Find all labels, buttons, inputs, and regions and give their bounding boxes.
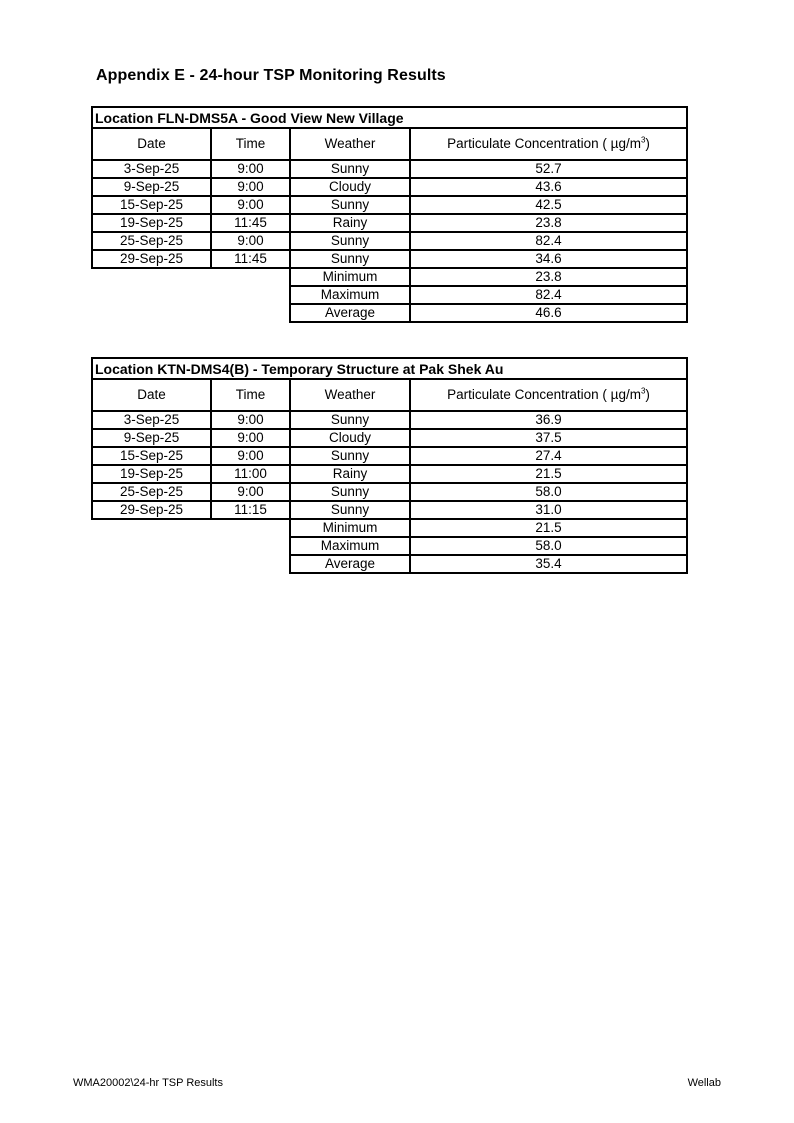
tsp-results-table-ktn-dms4b: [91, 357, 688, 574]
date-cell: 25-Sep-25: [92, 232, 211, 250]
table-row: [92, 214, 687, 232]
weather-column-header: Weather: [290, 379, 410, 411]
location-title: Location FLN-DMS5A - Good View New Village: [92, 107, 687, 128]
time-column-header: Time: [211, 379, 290, 411]
table-row: [92, 411, 687, 429]
time-cell: 9:00: [211, 232, 290, 250]
time-cell: 9:00: [211, 411, 290, 429]
table-row: [92, 250, 687, 268]
stat-label: Maximum: [290, 286, 410, 304]
table-header-row: [92, 128, 687, 160]
time-cell: 11:00: [211, 465, 290, 483]
time-cell: 9:00: [211, 447, 290, 465]
stat-value: 23.8: [410, 268, 687, 286]
concentration-cell: 52.7: [410, 160, 687, 178]
table-row: [92, 196, 687, 214]
average-row: [92, 304, 687, 322]
date-cell: 3-Sep-25: [92, 160, 211, 178]
date-cell: 15-Sep-25: [92, 196, 211, 214]
table-row: [92, 447, 687, 465]
time-cell: 11:45: [211, 214, 290, 232]
date-cell: 9-Sep-25: [92, 429, 211, 447]
date-cell: 19-Sep-25: [92, 465, 211, 483]
stat-label: Minimum: [290, 519, 410, 537]
weather-cell: Sunny: [290, 232, 410, 250]
date-cell: 15-Sep-25: [92, 447, 211, 465]
time-cell: 9:00: [211, 178, 290, 196]
concentration-cell: 37.5: [410, 429, 687, 447]
blank-cell: [92, 537, 290, 555]
stat-label: Minimum: [290, 268, 410, 286]
table-row: [92, 178, 687, 196]
concentration-cell: 43.6: [410, 178, 687, 196]
blank-cell: [92, 286, 290, 304]
stat-value: 82.4: [410, 286, 687, 304]
footer-file-path: WMA20002\24-hr TSP Results: [73, 1077, 223, 1089]
date-cell: 29-Sep-25: [92, 501, 211, 519]
blank-cell: [92, 304, 290, 322]
stat-value: 58.0: [410, 537, 687, 555]
concentration-cell: 27.4: [410, 447, 687, 465]
weather-cell: Sunny: [290, 447, 410, 465]
weather-cell: Sunny: [290, 501, 410, 519]
date-column-header: Date: [92, 379, 211, 411]
table-row: [92, 483, 687, 501]
concentration-column-header: Particulate Concentration ( $\mu g/m^3$): [410, 379, 687, 411]
weather-cell: Cloudy: [290, 178, 410, 196]
minimum-row: [92, 519, 687, 537]
stat-label: Average: [290, 555, 410, 573]
time-cell: 9:00: [211, 483, 290, 501]
time-cell: 11:45: [211, 250, 290, 268]
time-cell: 9:00: [211, 429, 290, 447]
time-cell: 9:00: [211, 160, 290, 178]
page-title: Appendix E - 24-hour TSP Monitoring Results: [96, 67, 446, 84]
table-row: [92, 232, 687, 250]
location-title: Location KTN-DMS4(B) - Temporary Structure at Pak Shek Au: [92, 358, 687, 379]
average-row: [92, 555, 687, 573]
weather-cell: Rainy: [290, 465, 410, 483]
stat-label: Average: [290, 304, 410, 322]
stat-value: 21.5: [410, 519, 687, 537]
stat-value: 35.4: [410, 555, 687, 573]
table-header-row: [92, 379, 687, 411]
weather-cell: Sunny: [290, 411, 410, 429]
concentration-cell: 82.4: [410, 232, 687, 250]
stat-value: 46.6: [410, 304, 687, 322]
blank-cell: [92, 268, 290, 286]
weather-cell: Rainy: [290, 214, 410, 232]
concentration-cell: 31.0: [410, 501, 687, 519]
date-column-header: Date: [92, 128, 211, 160]
table-row: [92, 160, 687, 178]
footer-company: Wellab: [687, 1077, 721, 1089]
time-cell: 9:00: [211, 196, 290, 214]
time-cell: 11:15: [211, 501, 290, 519]
table-row: [92, 429, 687, 447]
date-cell: 9-Sep-25: [92, 178, 211, 196]
weather-column-header: Weather: [290, 128, 410, 160]
blank-cell: [92, 555, 290, 573]
concentration-cell: 21.5: [410, 465, 687, 483]
weather-cell: Sunny: [290, 250, 410, 268]
date-cell: 3-Sep-25: [92, 411, 211, 429]
date-cell: 19-Sep-25: [92, 214, 211, 232]
tsp-results-table-fln-dms5a: [91, 106, 688, 323]
time-column-header: Time: [211, 128, 290, 160]
concentration-cell: 36.9: [410, 411, 687, 429]
concentration-cell: 58.0: [410, 483, 687, 501]
maximum-row: [92, 537, 687, 555]
table-row: [92, 501, 687, 519]
weather-cell: Sunny: [290, 483, 410, 501]
concentration-column-header: Particulate Concentration ( $\mu g/m^3$): [410, 128, 687, 160]
weather-cell: Cloudy: [290, 429, 410, 447]
blank-cell: [92, 519, 290, 537]
weather-cell: Sunny: [290, 160, 410, 178]
table-row: [92, 465, 687, 483]
weather-cell: Sunny: [290, 196, 410, 214]
stat-label: Maximum: [290, 537, 410, 555]
concentration-cell: 42.5: [410, 196, 687, 214]
concentration-cell: 23.8: [410, 214, 687, 232]
concentration-cell: 34.6: [410, 250, 687, 268]
date-cell: 29-Sep-25: [92, 250, 211, 268]
date-cell: 25-Sep-25: [92, 483, 211, 501]
minimum-row: [92, 268, 687, 286]
maximum-row: [92, 286, 687, 304]
